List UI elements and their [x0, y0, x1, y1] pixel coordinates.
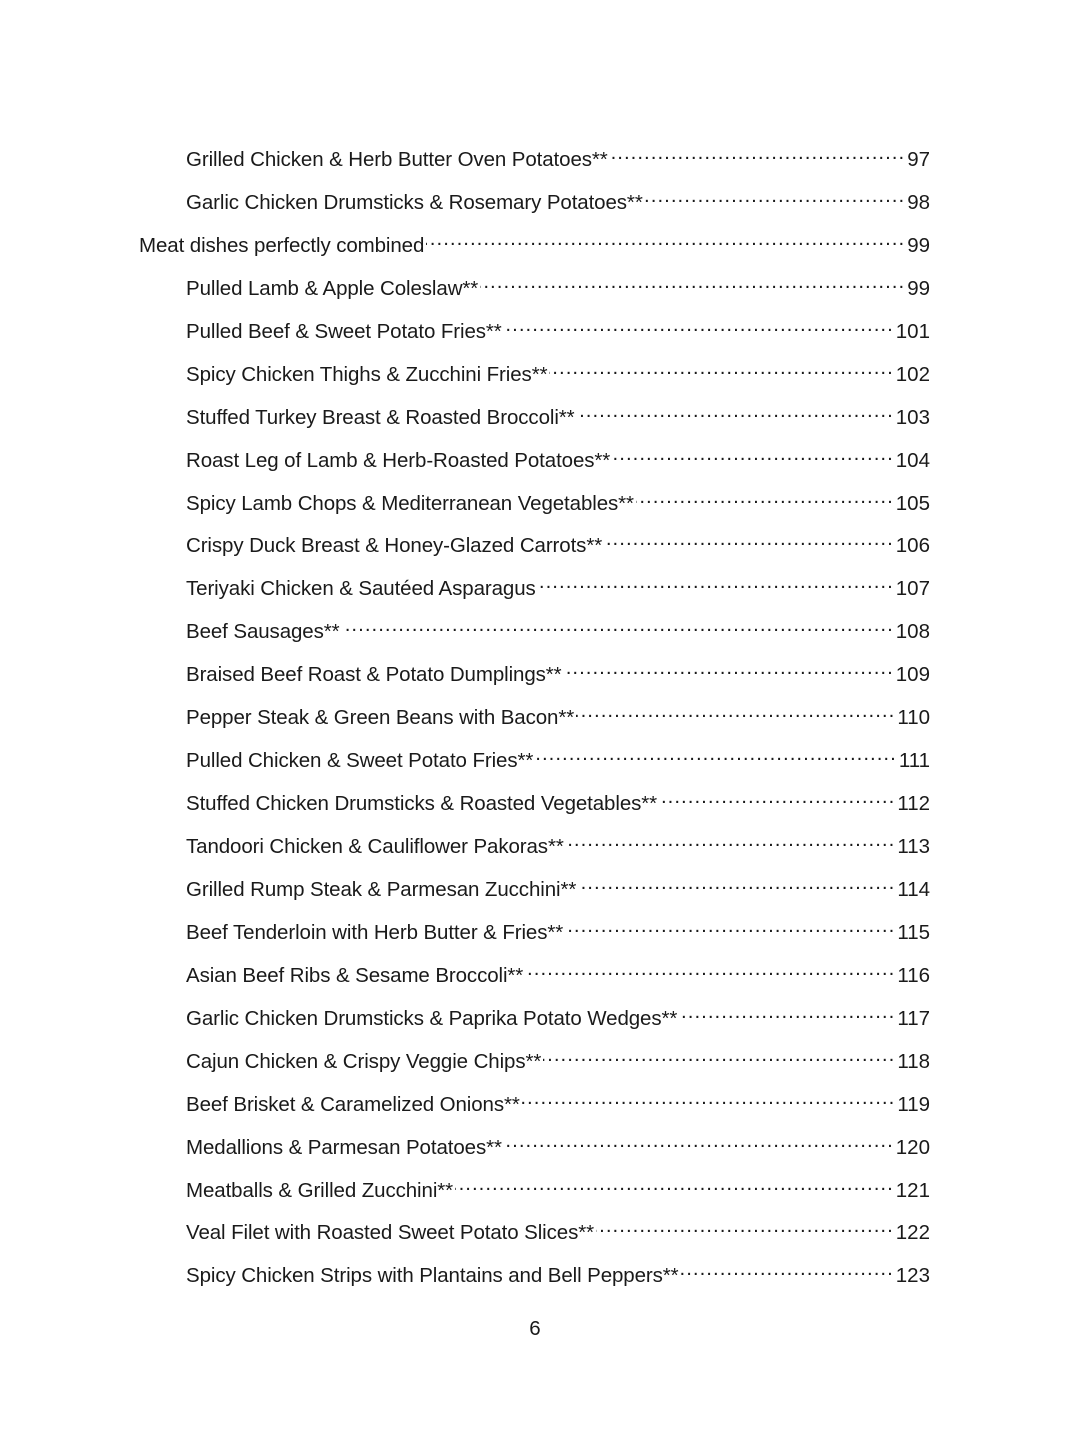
toc-entry-title: Meatballs & Grilled Zucchini**	[186, 1178, 454, 1202]
toc-entry[interactable]	[0, 690, 1070, 733]
toc-entry[interactable]	[0, 862, 1070, 905]
toc-entry[interactable]	[0, 905, 1070, 948]
toc-entry-title: Stuffed Chicken Drumsticks & Roasted Vegetables**	[186, 792, 658, 816]
dot-leader	[578, 870, 895, 896]
toc-entry[interactable]	[0, 561, 1070, 604]
toc-entry[interactable]	[0, 776, 1070, 819]
toc-entry[interactable]	[0, 347, 1070, 390]
toc-entry-page: 109	[895, 663, 930, 687]
toc-entry[interactable]	[0, 647, 1070, 690]
toc-entry-title: Roast Leg of Lamb & Herb-Roasted Potatoes**	[186, 448, 611, 472]
toc-entry-page: 120	[895, 1135, 930, 1159]
toc-entry-page: 101	[895, 319, 930, 343]
toc-entry-page: 116	[897, 963, 930, 987]
dot-leader	[549, 355, 893, 381]
dot-leader	[426, 226, 905, 252]
toc-entry-title: Braised Beef Roast & Potato Dumplings**	[186, 663, 562, 687]
toc-entry[interactable]	[0, 390, 1070, 433]
toc-entry-page: 122	[895, 1221, 930, 1245]
dot-leader	[610, 140, 906, 166]
toc-entry-page: 99	[907, 233, 930, 257]
dot-leader	[576, 698, 895, 724]
toc-entry-page: 121	[895, 1178, 930, 1202]
dot-leader	[522, 1085, 896, 1111]
toc-entry[interactable]	[0, 1034, 1070, 1077]
toc-entry-title: Garlic Chicken Drumsticks & Paprika Potato Wedges**	[186, 1006, 678, 1030]
toc-entry-page: 113	[897, 835, 930, 858]
toc-entry[interactable]	[0, 1163, 1070, 1206]
toc-entry[interactable]	[0, 991, 1070, 1034]
toc-entry-title: Beef Tenderloin with Herb Butter & Fries**	[186, 920, 564, 944]
toc-entry-title: Grilled Rump Steak & Parmesan Zucchini**	[186, 877, 577, 901]
toc-entry-page: 123	[895, 1264, 930, 1288]
toc-entry-title: Pulled Chicken & Sweet Potato Fries**	[186, 749, 534, 773]
dot-leader	[564, 655, 894, 681]
dot-leader	[504, 312, 894, 338]
toc-entry[interactable]	[0, 304, 1070, 347]
toc-entry[interactable]	[0, 1205, 1070, 1248]
toc-entry[interactable]	[0, 1248, 1070, 1291]
toc-entry-page: 103	[895, 405, 930, 429]
toc-entry-title: Asian Beef Ribs & Sesame Broccoli**	[186, 963, 524, 987]
toc-entry-title: Garlic Chicken Drumsticks & Rosemary Potatoes**	[186, 190, 643, 214]
toc-entry[interactable]	[0, 948, 1070, 991]
dot-leader	[455, 1171, 894, 1197]
toc-entry[interactable]	[0, 433, 1070, 476]
toc-entry-page: 106	[895, 534, 930, 558]
toc-entry[interactable]	[0, 733, 1070, 776]
toc-entry-page: 111	[898, 749, 930, 773]
toc-entry-title: Stuffed Turkey Breast & Roasted Broccoli**	[186, 405, 575, 429]
toc-entry-title: Teriyaki Chicken & Sautéed Asparagus	[186, 577, 536, 601]
dot-leader	[596, 1213, 894, 1239]
toc-entry-page: 110	[897, 706, 930, 730]
toc-entry-title: Spicy Chicken Strips with Plantains and Bell Peppers**	[186, 1264, 679, 1288]
dot-leader	[535, 741, 897, 767]
toc-entry[interactable]	[0, 819, 1070, 862]
toc-entry-page: 97	[907, 148, 930, 171]
toc-entry-title: Tandoori Chicken & Cauliflower Pakoras**	[186, 835, 564, 858]
toc-entry-title: Meat dishes perfectly combined	[139, 233, 425, 257]
dot-leader	[577, 398, 894, 424]
toc-entry-title: Cajun Chicken & Crispy Veggie Chips**	[186, 1049, 542, 1073]
dot-leader	[565, 913, 895, 939]
dot-leader	[679, 999, 895, 1025]
toc-entry-page: 118	[897, 1049, 930, 1073]
toc-entry-title: Pulled Lamb & Apple Coleslaw**	[186, 276, 479, 300]
toc-entry-title: Medallions & Parmesan Potatoes**	[186, 1135, 502, 1159]
dot-leader	[480, 269, 905, 295]
dot-leader	[538, 569, 894, 595]
toc-entry[interactable]	[0, 175, 1070, 218]
toc-entry-title: Beef Sausages**	[186, 620, 340, 644]
toc-entry-page: 117	[897, 1006, 930, 1030]
toc-entry[interactable]	[0, 518, 1070, 561]
toc-entry-title: Veal Filet with Roasted Sweet Potato Slices**	[186, 1221, 594, 1245]
toc-entry[interactable]	[0, 1120, 1070, 1163]
toc-entry-page: 112	[897, 792, 930, 816]
toc-entry-page: 115	[897, 920, 930, 944]
toc-entry[interactable]	[0, 261, 1070, 304]
toc-entry-page: 98	[907, 190, 930, 214]
toc-entry-title: Crispy Duck Breast & Honey-Glazed Carrots**	[186, 534, 603, 558]
toc-section-heading[interactable]	[0, 218, 1070, 261]
dot-leader	[612, 441, 894, 467]
toc-entry-page: 119	[897, 1092, 930, 1116]
dot-leader	[604, 526, 894, 552]
toc-entry-title: Beef Brisket & Caramelized Onions**	[186, 1092, 520, 1116]
toc-entry-title: Pulled Beef & Sweet Potato Fries**	[186, 319, 502, 343]
dot-leader	[636, 484, 894, 510]
toc-entry-page: 99	[907, 276, 930, 300]
toc-entry-title: Spicy Lamb Chops & Mediterranean Vegetables**	[186, 491, 634, 515]
toc-entry-page: 105	[895, 491, 930, 515]
dot-leader	[681, 1256, 894, 1282]
dot-leader	[342, 612, 894, 638]
toc-entry-page: 104	[895, 448, 930, 472]
toc-entry-title: Spicy Chicken Thighs & Zucchini Fries**	[186, 362, 548, 386]
dot-leader	[543, 1042, 895, 1068]
toc-entry-page: 108	[895, 620, 930, 644]
toc-entry-page: 114	[897, 877, 930, 901]
toc-entry[interactable]	[0, 132, 1070, 175]
toc-entry-page: 107	[895, 577, 930, 601]
table-of-contents	[0, 132, 1070, 1291]
dot-leader	[525, 956, 895, 982]
toc-entry[interactable]	[0, 604, 1070, 647]
toc-entry-title: Grilled Chicken & Herb Butter Oven Potatoes**	[186, 148, 608, 171]
toc-entry-title: Pepper Steak & Green Beans with Bacon**	[186, 706, 575, 730]
toc-entry[interactable]	[0, 1077, 1070, 1120]
toc-entry-page: 102	[895, 362, 930, 386]
dot-leader	[659, 784, 895, 810]
toc-entry[interactable]	[0, 476, 1070, 519]
dot-leader	[566, 827, 896, 853]
dot-leader	[645, 183, 905, 209]
dot-leader	[504, 1128, 894, 1154]
page-number: 6	[529, 1317, 541, 1340]
